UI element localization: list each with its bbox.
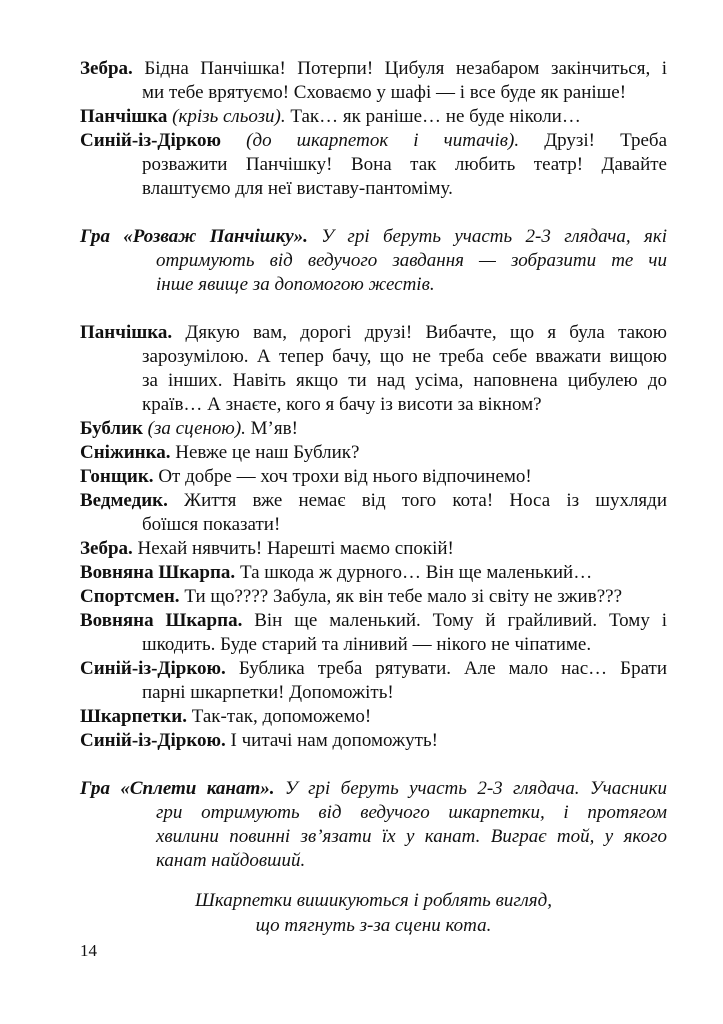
dialogue-line: [80, 585, 667, 609]
line-text: Так-так, допоможемо!: [191, 706, 372, 727]
line-text: боїшся показати!: [142, 514, 281, 535]
text-line: [80, 105, 667, 129]
line-text: Ти що???? Забула, як він тебе мало зі світу не зжив???: [184, 586, 622, 607]
line-text: зарозумілою. А тепер бачу, що не треба себе вважати вищою: [142, 346, 667, 367]
spacer: [80, 297, 667, 321]
line-text: канат найдовший.: [156, 850, 306, 871]
text-line: [80, 129, 667, 153]
text-line: [80, 537, 667, 561]
dialogue-line: [80, 705, 667, 729]
game-instruction: [80, 777, 667, 873]
dialogue-line: [80, 489, 667, 537]
line-text: Так… як раніше… не буде ніколи…: [290, 106, 581, 127]
text-line: [80, 825, 667, 849]
text-line: [80, 585, 667, 609]
speaker-name: Спортсмен.: [80, 586, 180, 607]
text-line: [80, 321, 667, 345]
dialogue-line: [80, 657, 667, 705]
closing-stage-direction: [80, 888, 667, 938]
text-line: [80, 441, 667, 465]
spacer: [80, 753, 667, 777]
dialogue-line: [80, 561, 667, 585]
game-instruction: [80, 225, 667, 297]
text-line: [80, 777, 667, 801]
line-text: Невже це наш Бублик?: [175, 442, 360, 463]
text-line: [80, 57, 667, 81]
game-title: Гра «Сплети канат».: [80, 778, 275, 799]
closing-line: Шкарпетки вишикуються і роблять вигляд,: [195, 890, 552, 911]
line-text: Друзі! Треба: [544, 130, 668, 151]
text-line: [80, 393, 667, 417]
dialogue-line: [80, 417, 667, 441]
text-line: [80, 705, 667, 729]
dialogue-line: [80, 609, 667, 657]
line-text: Життя вже немає від того кота! Носа із шухляди: [184, 490, 667, 511]
line-text: Дякую вам, дорогі друзі! Вибачте, що я була такою: [185, 322, 668, 343]
speaker-name: Синій-із-Діркою.: [80, 730, 226, 751]
line-text: Він ще маленький. Тому й грайливий. Тому і: [254, 610, 667, 631]
line-text: за інших. Навіть якщо ти над усіма, наповнена цибулею до: [142, 370, 667, 391]
page-number: 14: [80, 941, 97, 960]
text-line: [80, 81, 667, 105]
text-line: [80, 849, 667, 873]
text-line: [80, 369, 667, 393]
dialogue-line: [80, 441, 667, 465]
game-title: Гра «Розваж Панчішку».: [80, 226, 308, 247]
text-line: [80, 609, 667, 633]
text-line: [80, 657, 667, 681]
text-line: [80, 249, 667, 273]
text-line: [80, 225, 667, 249]
dialogue-line: [80, 105, 667, 129]
speaker-name: Гонщик.: [80, 466, 154, 487]
line-text: І читачі нам допоможуть!: [230, 730, 438, 751]
speaker-name: Бублик: [80, 418, 143, 439]
line-text: У грі беруть участь 2-3 глядача. Учасники: [284, 778, 667, 799]
dialogue-line: [80, 321, 667, 417]
speaker-name: Синій-із-Діркою: [80, 130, 222, 151]
speaker-name: Ведмедик.: [80, 490, 168, 511]
dialogue-line: [80, 465, 667, 489]
speaker-name: Панчішка: [80, 106, 168, 127]
text-line: [80, 465, 667, 489]
line-text: влаштуємо для неї виставу-пантоміму.: [142, 178, 453, 199]
line-text: гри отримують від ведучого шкарпетки, і протягом: [156, 802, 667, 823]
text-line: [80, 417, 667, 441]
line-text: розважити Панчішку! Вона так любить театр! Давайте: [142, 154, 667, 175]
text-line: [80, 153, 667, 177]
speaker-name: Вовняна Шкарпа.: [80, 562, 236, 583]
line-text: країв… А знаєте, кого я бачу із висоти за вікном?: [142, 394, 542, 415]
text-line: [80, 489, 667, 513]
speaker-name: Сніжинка.: [80, 442, 171, 463]
line-text: Бублика треба рятувати. Але мало нас… Брати: [238, 658, 667, 679]
dialogue-line: [80, 729, 667, 753]
speaker-name: Вовняна Шкарпа.: [80, 610, 243, 631]
speaker-name: Синій-із-Діркою.: [80, 658, 226, 679]
line-text: От добре — хоч трохи від нього відпочинемо!: [158, 466, 532, 487]
text-line: [80, 729, 667, 753]
line-text: У грі беруть участь 2-3 глядача, які: [321, 226, 668, 247]
spacer: [80, 201, 667, 225]
speaker-name: Зебра.: [80, 538, 133, 559]
speaker-name: Шкарпетки.: [80, 706, 187, 727]
stage-remark: (крізь сльози).: [172, 106, 286, 127]
dialogue-line: [80, 129, 667, 201]
text-line: [80, 561, 667, 585]
text-line: [80, 801, 667, 825]
line-text: Нехай нявчить! Нарешті маємо спокій!: [137, 538, 454, 559]
speaker-name: Панчішка.: [80, 322, 173, 343]
speaker-name: Зебра.: [80, 58, 133, 79]
line-text: парні шкарпетки! Допоможіть!: [142, 682, 394, 703]
line-text: інше явище за допомогою жестів.: [156, 274, 435, 295]
line-text: отримують від ведучого завдання — зобразити те чи: [156, 250, 667, 271]
line-text: ми тебе врятуємо! Сховаємо у шафі — і все буде як раніше!: [142, 82, 627, 103]
line-text: Бідна Панчішка! Потерпи! Цибуля незабаром закінчиться, і: [144, 58, 667, 79]
text-line: [80, 345, 667, 369]
line-text: М’яв!: [250, 418, 298, 439]
closing-line: що тягнуть з-за сцени кота.: [255, 915, 492, 936]
play-text: [80, 57, 667, 873]
line-text: Та шкода ж дурного… Він ще маленький…: [239, 562, 593, 583]
dialogue-line: [80, 537, 667, 561]
text-line: [80, 273, 667, 297]
text-line: [80, 633, 667, 657]
stage-remark: (за сценою).: [147, 418, 246, 439]
text-line: [80, 513, 667, 537]
dialogue-line: [80, 57, 667, 105]
line-text: шкодить. Буде старий та лінивий — нікого не чіпатиме.: [142, 634, 592, 655]
text-line: [80, 177, 667, 201]
line-text: хвилини повинні зв’язати їх у канат. Виграє той, у якого: [156, 826, 667, 847]
stage-remark: (до шкарпеток і читачів).: [246, 130, 520, 151]
text-line: [80, 681, 667, 705]
